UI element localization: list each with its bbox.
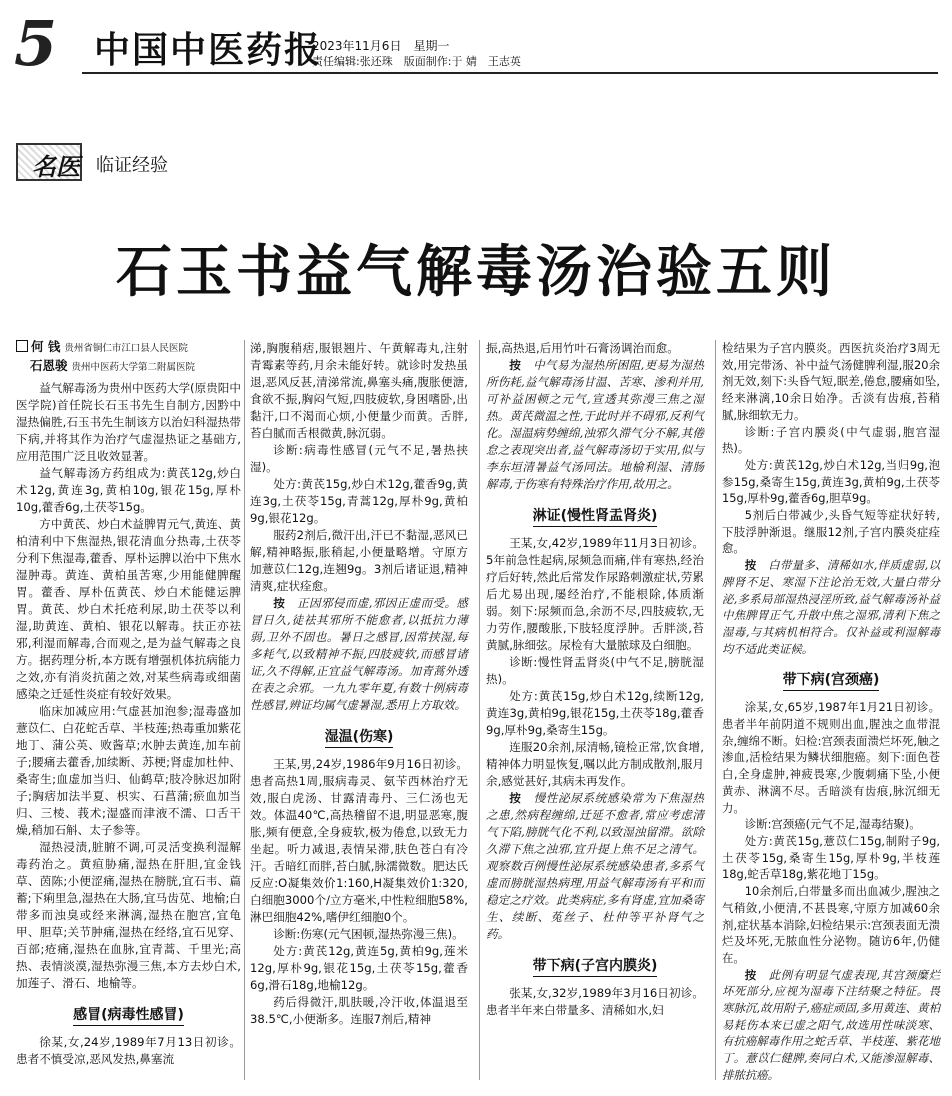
paragraph: 10余剂后,白带量多而出血减少,腥浊之气稍敛,小便清,不甚畏寒,守原方加减60余剂,症状基本消除,妇检结果示:宫颈表面无溃烂及坏死,无脓血性分泌物。随访6年,仍健在。 [722,884,940,965]
paragraph: 处方:黄芪12g,炒白术12g,当归9g,泡参15g,桑寄生15g,黄连3g,黄柏9g,土茯苓15g,厚朴9g,藿香6g,胆草9g。 [722,457,940,506]
paragraph: 诊断:宫颈癌(元气不足,湿毒结聚)。 [744,817,921,832]
paragraph: 张某,女,32岁,1989年3月16日初诊。患者半年来白带量多、清稀如水,妇 [486,986,704,1017]
commentary-note: 按 白带量多、清稀如水,伴质虚弱,以脾肾不足、寒湿下注论治无效,大量白带分泌,多系局部湿热浸淫所致,益气解毒汤补益中焦脾胃正气,升散中焦之湿邪,清利下焦之湿毒,与其病机相符合。仅补益或利湿解毒均不适此类证候。 [722,558,940,656]
author-1 [16,338,241,357]
paragraph: 诊断:慢性肾盂肾炎(中气不足,膀胱湿热)。 [486,655,704,686]
paragraph: 涂某,女,65岁,1987年1月21日初诊。患者半年前阴道不规则出血,腥浊之血带混杂,缠绵不断。妇检:宫颈表面溃烂坏死,触之渗血,活检结果为鳞状细胞癌。刻下:面色苍白,全身虚肿,神疲畏寒,少腹刺痛下坠,小便黄赤、淋漓不尽。舌暗淡有齿痕,脉沉细无力。 [722,700,940,815]
paragraph: 处方:黄芪15g,炒白术12g,续断12g,黄连3g,黄柏9g,银花15g,土茯苓18g,藿香9g,厚朴9g,桑寄生15g。 [486,689,704,737]
column-tag-subtitle: 临证经验 [96,155,168,176]
paragraph: 王某,男,24岁,1986年9月16日初诊。患者高热1周,服病毒灵、氨苄西林治疗无效,服白虎汤、甘露清毒丹、三仁汤也无效。体温40℃,高热稽留不退,明显恶寒,腹胀,频有便意,全身疲软,极为倦怠,以致无力坐起。听力减退,表情呆滞,肤色苍白有冷汗。舌暗红而胖,苔白腻,脉濡微数。肥达氏反应:O凝集效价1:160,H凝集效价1:320,白细胞3000个/立方毫米,中性粒细胞58%,淋巴细胞42%,嗜伊红细胞0个。 [250,757,468,924]
section-heading: 带下病(子宫内膜炎) [486,957,704,975]
issue-date: 2023年11月6日 星期一 [312,39,450,53]
paragraph: 服药2剂后,微汗出,汗已不黏湿,恶风已解,精神略振,胀稍起,小便量略增。守原方加薏苡仁12g,连翘9g。3剂后诸证退,精神清爽,症状痊愈。 [250,528,468,593]
column-divider [479,340,480,1080]
paragraph: 方中黄芪、炒白术益脾胃元气,黄连、黄柏清利中下焦湿热,银花清血分热毒,土茯苓分利下焦湿毒,藿香、厚朴运脾以治中下焦水湿肿毒。黄连、黄柏虽苦寒,少用能健脾醒胃。藿香、厚朴伍黄芪、炒白术能健运脾胃。黄芪、炒白术托疮利尿,助土茯苓以利湿,助黄连、黄柏、银花以解毒。扶正亦祛邪,利湿而解毒,合而观之,是为益气解毒之良方。据药理分析,本方既有增强机体抗病能力之效,亦有消炎抗菌之效,对某些病毒或细菌感染之迁延性炎症有较好效果。 [16,517,241,701]
author-block [16,338,241,376]
paragraph: 检结果为子宫内膜炎。西医抗炎治疗3周无效,用完带汤、补中益气汤健脾利湿,服20余剂无效,刻下:头昏气短,眠差,倦怠,腰痛如坠,经来淋漓,10余日始净。舌淡有齿痕,苔稍腻,脉细软无力。 [722,341,940,422]
paragraph: 药后得微汗,肌肤暖,冷汗收,体温退至38.5℃,小便渐多。连服7剂后,精神 [250,995,468,1026]
paragraph: 益气解毒汤为贵州中医药大学(原贵阳中医学院)首任院长石玉书先生自制方,因黔中湿热偏胜,石玉书先生制该方以治妇科湿热带下病,并将其作为治疗气虚湿热证之基础方,应用范围广泛且收效显著。 [16,381,241,463]
author-name: 何 钱 [31,339,61,354]
author-affiliation: 贵州省铜仁市江口县人民医院 [64,343,188,354]
paragraph: 湿热浸渍,脏腑不调,可灵活变换利湿解毒药治之。黄疸胁痛,湿热在肝胆,宜金钱草、茵陈;小便涩痛,湿热在膀胱,宜石韦、萹蓄;下痢里急,湿热在大肠,宜马齿苋、地榆;白带多而浊臭或经来淋漓,湿热在胞宫,宜龟甲、胆草;关节肿痛,湿热在经络,宜石见穿、百部;疮痛,湿热在血脉,宜青蒿、千里光;高热、表情淡漠,湿热弥漫三焦,本方去炒白术,加莲子、滑石、地榆等。 [16,840,241,990]
paragraph: 临床加减应用:气虚甚加泡参;湿毒盛加薏苡仁、白花蛇舌草、半枝莲;热毒重加紫花地丁、蒲公英、败酱草;水肿去黄连,加车前子;腰痛去藿香,加续断、苏梗;肾虚加杜仲、桑寄生;血虚加当归、仙鹤草;肢冷脉迟加附子;胸痞加法半夏、枳实、石菖蒲;瘀血加当归、三棱、莪术;湿盛而津液不濡、口舌干燥,稍加石斛、太子参等。 [16,704,241,837]
paragraph: 诊断:伤寒(元气困顿,湿热弥漫三焦)。 [273,927,464,941]
page-number: 5 [14,7,58,80]
column-divider [715,340,716,1080]
author-marker-icon [16,340,28,352]
section-heading: 感冒(病毒性感冒) [16,1006,241,1024]
column-divider [244,340,245,1080]
paragraph: 振,高热退,后用竹叶石膏汤调治而愈。 [486,341,679,355]
paragraph: 徐某,女,24岁,1989年7月13日初诊。患者不慎受凉,恶风发热,鼻塞流 [16,1035,241,1066]
paragraph: 连服20余剂,尿清畅,镜检正常,饮食增,精神体力明显恢复,嘱以此方制成散剂,服月余,感觉甚好,其病未再发作。 [486,740,704,788]
section-heading: 淋证(慢性肾盂肾炎) [486,507,704,525]
commentary-note: 按 正因邪侵而虚,邪因正虚而受。感冒日久,徒祛其邪所不能愈者,以抵抗力薄弱,卫外不固也。暑日之感冒,因常挟湿,每多耗气,以致精神不振,四肢疲软,而感冒诸证,久不得解,正宜益气解毒汤。加青蒿外透在表之余邪。一九九零年夏,有数十例病毒性感冒,辨证均属气虚暑湿,悉用上方取效。 [250,596,468,712]
column-tag-name: 名医 [32,152,80,181]
paragraph: 益气解毒汤方药组成为:黄芪12g,炒白术12g,黄连3g,黄柏10g,银花15g,厚朴10g,藿香6g,土茯苓15g。 [16,466,241,514]
header-rule [82,72,938,74]
editor-credits: 责任编辑:张还珠 版面制作:于 婧 王志英 [312,55,521,68]
newspaper-masthead: 中国中医药报 [94,29,323,71]
author-2 [16,357,241,376]
text-column-1 [16,380,241,1068]
author-affiliation: 贵州中医药大学第二附属医院 [71,362,196,373]
paragraph: 处方:黄芪15g,薏苡仁15g,制附子9g,土茯苓15g,桑寄生15g,厚朴9g,半枝莲18g,蛇舌草18g,紫花地丁15g。 [722,833,940,882]
text-column-4 [722,340,940,1084]
column-tag-box [16,143,82,181]
paragraph: 王某,女,42岁,1989年11月3日初诊。5年前急性起病,尿频急而痛,伴有寒热,经治疗后好转,然此后常发作尿路刺激症状,劳累后尤易出现,屡经治疗,不能根除,体质渐弱。刻下:尿频而急,余沥不尽,四肢疲软,无力劳作,腰酸胀,下肢轻度浮肿。舌胖淡,苔黄腻,脉细弦。尿检有大量脓球及白细胞。 [486,536,704,652]
text-column-3 [486,340,704,1019]
paragraph: 5剂后白带减少,头昏气短等症状好转,下肢浮肿渐退。继服12剂,子宫内膜炎症痊愈。 [722,508,940,556]
article-title: 石玉书益气解毒汤治验五则 [116,240,836,305]
author-name: 石恩骏 [30,358,68,373]
section-heading: 带下病(宫颈癌) [722,671,940,689]
paragraph: 处方:黄芪12g,黄连5g,黄柏9g,莲米12g,厚朴9g,银花15g,土茯苓15g,藿香6g,滑石18g,地榆12g。 [250,944,468,992]
section-heading: 湿温(伤寒) [250,728,468,746]
paragraph: 处方:黄芪15g,炒白术12g,藿香9g,黄连3g,土茯苓15g,青蒿12g,厚朴9g,黄柏9g,银花12g。 [250,477,468,525]
commentary-note: 按 中气易为湿热所困阻,更易为湿热所伤耗,益气解毒汤甘温、苦寒、渗利并用,可补益困顿之元气,宣透其弥漫三焦之湿热。黄芪微温之性,于此时并不碍邪,反利气化。湿温病势缠绵,浊邪久滞气分不解,其倦怠之表现突出者,益气解毒汤切于实用,似与李东垣清暑益气汤同法。地榆利湿、清肠解毒,于伤寒有特殊治疗作用,故用之。 [486,358,704,491]
page-header [0,0,952,78]
commentary-note: 按 慢性泌尿系统感染常为下焦湿热之患,然病程缠绵,迁延不愈者,常应考虑清气下陷,膀胱气化不利,以致湿浊留滞。欲除久滞下焦之浊邪,宜升提上焦不足之清气。观察数百例慢性泌尿系统感染患者,多系气虚而膀胱湿热病理,用益气解毒汤有平和而稳定之疗效。此类病症,多有肾虚,宜加桑寄生、续断、菟丝子、杜仲等平补肾气之药。 [486,791,704,941]
commentary-note: 按 此例有明显气虚表现,其宫颈糜烂坏死部分,应视为湿毒下注结聚之特征。畏寒脉沉,故用附子,癌症顽固,多用黄连、黄柏易耗伤本来已虚之阳气,故选用性味淡寒、有抗癌解毒作用之蛇舌草、半枝莲、紫花地丁。薏苡仁健脾,奏同白术,又能渗湿解毒、排脓抗癌。 [722,967,940,1082]
paragraph: 涕,胸腹稍痞,服银翘片、午黄解毒丸,注射青霉素等药,月余未能好转。就诊时发热虽退,恶风反甚,清涕常流,鼻塞头痛,腹胀便溏,食欲不振,胸闷气短,四肢疲软,身困嗜卧,出黏汗,口不渴而心烦,小便量少而黄。舌胖,苔白腻而舌根微黄,脉沉弱。 [250,341,468,440]
text-column-2 [250,340,468,1028]
column-tag [16,143,196,179]
paragraph: 诊断:病毒性感冒(元气不足,暑热挟湿)。 [250,443,468,474]
paragraph: 诊断:子宫内膜炎(中气虚弱,胞宫湿热)。 [722,424,940,456]
